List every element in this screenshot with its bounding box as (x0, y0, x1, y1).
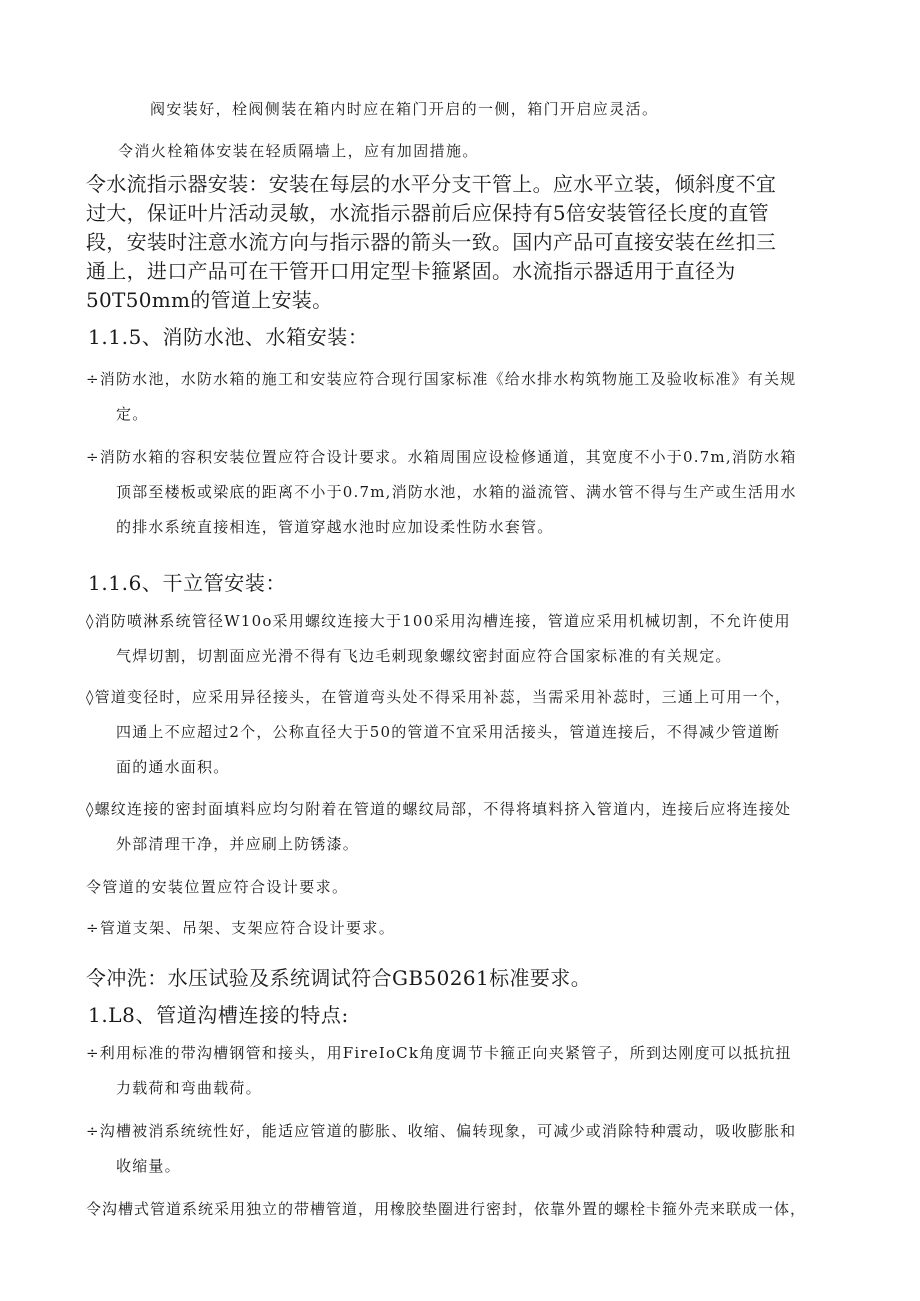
text-line: 令水流指示器安装：安装在每层的水平分支干管上。应水平立装，倾斜度不宜 (86, 172, 777, 196)
text-line: ÷消防水池，水防水箱的施工和安装应符合现行国家标准《给水排水构筑物施工及验收标准》有关规 (86, 370, 797, 388)
paragraph-water-flow-indicator (86, 170, 846, 315)
text-line: 50T50mm的管道上安装。 (86, 288, 333, 312)
bullet-item (86, 680, 791, 785)
text-line: 令管道的安装位置应符合设计要求。 (86, 878, 349, 896)
text-line: ÷消防水箱的容积安装位置应符合设计要求。水箱周围应设检修通道，其宽度不小于0.7m,消防水箱 (86, 448, 797, 466)
bullet-item (86, 1114, 796, 1184)
text-line: 的排水系统直接相连，管道穿越水池时应加设柔性防水套管。 (116, 518, 554, 536)
text-line: 定。 (116, 405, 149, 423)
text-line: ÷沟槽被消系统统性好，能适应管道的膨胀、收缩、偏转现象，可减少或消除特种震动，吸收膨胀和 (86, 1122, 797, 1140)
text-line: 力载荷和弯曲载荷。 (116, 1079, 262, 1097)
bullet-item (86, 604, 791, 674)
text-line: ◊消防喷淋系统管径W10o采用螺纹连接大于100采用沟槽连接，管道应采用机械切割，不允许使用 (86, 612, 791, 630)
text-line: 令消火栓箱体安装在轻质隔墙上，应有加固措施。 (118, 142, 479, 160)
text-line: 通上，进口产品可在干管开口用定型卡箍紧固。水流指示器适用于直径为 (86, 259, 736, 283)
text-line: 四通上不应超过2个，公称直径大于50的管道不宜采用活接头，管道连接后，不得减少管道断 (116, 723, 781, 741)
text-line: 阀安装好，栓阀侧装在箱内时应在箱门开启的一侧，箱门开启应灵活。 (150, 100, 659, 118)
text-line: 令冲洗：水压试验及系统调试符合GB50261标准要求。 (86, 966, 592, 990)
text-line: 段，安装时注意水流方向与指示器的箭头一致。国内产品可直接安装在丝扣三 (86, 230, 777, 254)
section-heading: 1.1.6、干立管安装： (88, 571, 287, 595)
text-line: 令沟槽式管道系统采用独立的带槽管道，用橡胶垫圈进行密封，依靠外置的螺栓卡箍外壳来联成一体， (86, 1200, 807, 1218)
text-line: 过大，保证叶片活动灵敏，水流指示器前后应保持有5倍安装管径长度的直管 (86, 201, 769, 225)
section-heading: 1.L8、管道沟槽连接的特点: (88, 1003, 349, 1027)
section-heading: 1.1.5、消防水池、水箱安装： (88, 325, 369, 349)
text-line: 面的通水面积。 (116, 758, 230, 776)
text-line: ◊螺纹连接的密封面填料应均匀附着在管道的螺纹局部，不得将填料挤入管道内，连接后应将连接处 (86, 800, 792, 818)
bullet-item (86, 1036, 792, 1106)
text-line: 气焊切割，切割面应光滑不得有飞边毛刺现象螺纹密封面应符合国家标准的有关规定。 (116, 647, 732, 665)
bullet-item (86, 362, 796, 432)
text-line: 顶部至楼板或梁底的距离不小于0.7m,消防水池，水箱的溢流管、满水管不得与生产或生活用水 (116, 483, 797, 501)
text-line: 外部清理干净，并应刷上防锈漆。 (116, 835, 360, 853)
text-line: ÷利用标准的带沟槽钢管和接头，用FireIoCk角度调节卡箍正向夹紧管子，所到达刚度可以抵抗扭 (86, 1044, 792, 1062)
bullet-item (86, 440, 797, 545)
text-line: ◊管道变径时，应采用异径接头，在管道弯头处不得采用补蕊，当需采用补蕊时，三通上可用一个， (86, 688, 792, 706)
text-line: ÷管道支架、吊架、支架应符合设计要求。 (86, 919, 396, 937)
bullet-item (86, 792, 791, 862)
text-line: 收缩量。 (116, 1157, 181, 1175)
